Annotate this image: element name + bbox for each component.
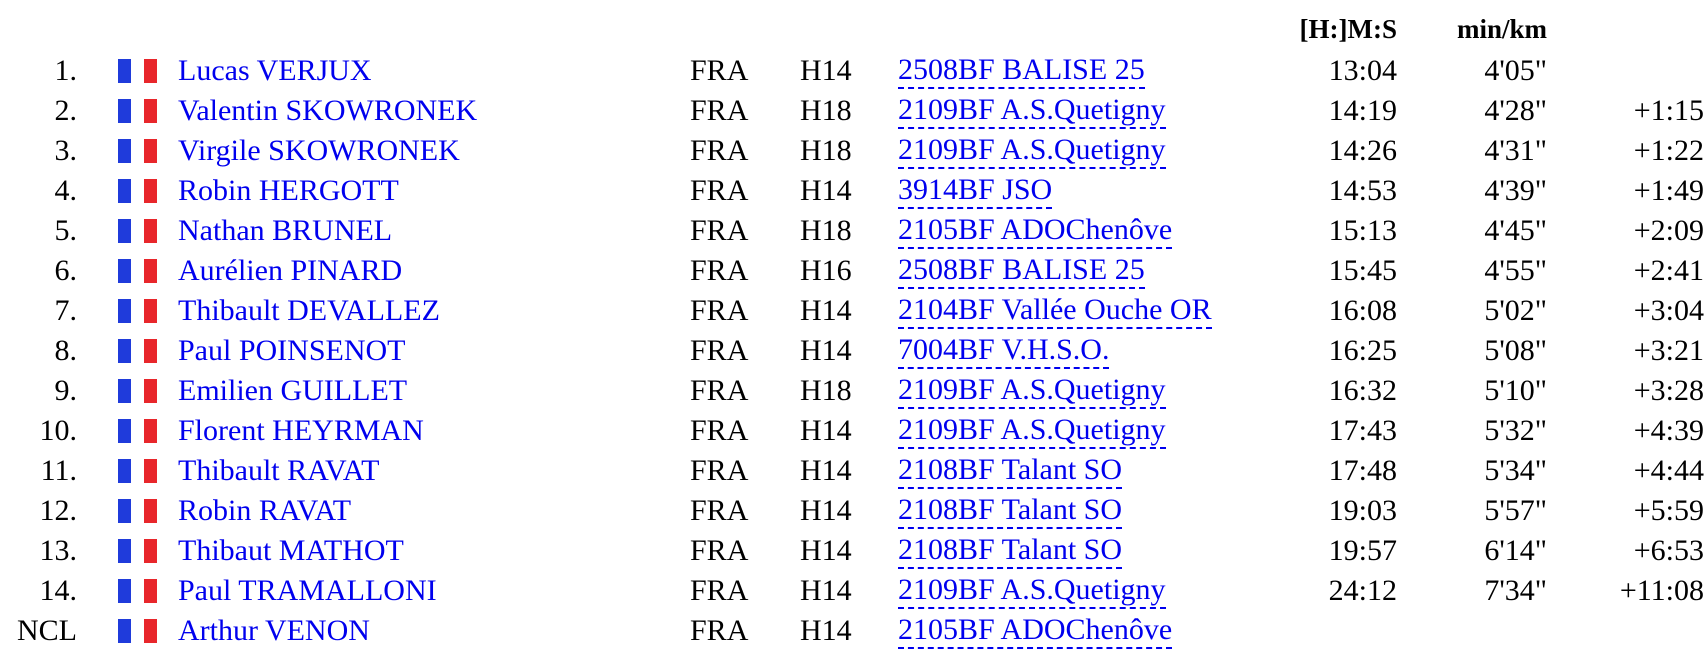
nationality: FRA	[690, 134, 749, 167]
club-link[interactable]: 2105BF ADOChenôve	[898, 612, 1172, 649]
category: H14	[800, 174, 852, 207]
pace: 4'39"	[1484, 174, 1547, 207]
result-row	[0, 412, 1708, 449]
time-behind: +4:44	[1633, 454, 1704, 487]
result-row	[0, 92, 1708, 129]
finish-time: 19:03	[1328, 494, 1397, 527]
result-row	[0, 332, 1708, 369]
category: H18	[800, 134, 852, 167]
result-row	[0, 452, 1708, 489]
time-behind: +1:15	[1633, 94, 1704, 127]
france-flag-icon	[118, 299, 158, 323]
time-behind: +3:04	[1633, 294, 1704, 327]
result-row	[0, 572, 1708, 609]
time-behind: +4:39	[1633, 414, 1704, 447]
rank: 12.	[39, 494, 77, 527]
finish-time: 16:25	[1328, 334, 1397, 367]
pace-column-header: min/km	[1456, 14, 1547, 44]
result-row	[0, 172, 1708, 209]
runner-name-link[interactable]: Florent HEYRMAN	[178, 414, 424, 447]
france-flag-icon	[118, 499, 158, 523]
rank: NCL	[17, 614, 77, 647]
category: H18	[800, 94, 852, 127]
runner-name-link[interactable]: Thibault DEVALLEZ	[178, 294, 440, 327]
nationality: FRA	[690, 454, 749, 487]
result-row	[0, 612, 1708, 649]
france-flag-icon	[118, 339, 158, 363]
pace: 7'34"	[1484, 574, 1547, 607]
pace: 5'10"	[1484, 374, 1547, 407]
rank: 1.	[54, 54, 77, 87]
runner-name-link[interactable]: Paul TRAMALLONI	[178, 574, 437, 607]
time-behind: +6:53	[1633, 534, 1704, 567]
time-behind: +1:22	[1633, 134, 1704, 167]
result-row	[0, 52, 1708, 89]
club-link[interactable]: 2109BF A.S.Quetigny	[898, 572, 1166, 609]
result-row	[0, 132, 1708, 169]
runner-name-link[interactable]: Robin HERGOTT	[178, 174, 399, 207]
result-row	[0, 252, 1708, 289]
rank: 3.	[54, 134, 77, 167]
rank: 7.	[54, 294, 77, 327]
finish-time: 24:12	[1328, 574, 1397, 607]
category: H18	[800, 374, 852, 407]
france-flag-icon	[118, 539, 158, 563]
rank: 8.	[54, 334, 77, 367]
nationality: FRA	[690, 254, 749, 287]
rank: 2.	[54, 94, 77, 127]
france-flag-icon	[118, 379, 158, 403]
finish-time: 14:19	[1328, 94, 1397, 127]
category: H14	[800, 454, 852, 487]
pace: 4'05"	[1484, 54, 1547, 87]
rank: 5.	[54, 214, 77, 247]
club-link[interactable]: 2508BF BALISE 25	[898, 252, 1145, 289]
france-flag-icon	[118, 59, 158, 83]
category: H14	[800, 334, 852, 367]
france-flag-icon	[118, 139, 158, 163]
france-flag-icon	[118, 579, 158, 603]
time-column-header: [H:]M:S	[1299, 14, 1397, 44]
nationality: FRA	[690, 534, 749, 567]
club-link[interactable]: 2109BF A.S.Quetigny	[898, 92, 1166, 129]
france-flag-icon	[118, 619, 158, 643]
category: H14	[800, 54, 852, 87]
runner-name-link[interactable]: Robin RAVAT	[178, 494, 352, 527]
time-behind: +3:28	[1633, 374, 1704, 407]
pace: 5'08"	[1484, 334, 1547, 367]
finish-time: 14:53	[1328, 174, 1397, 207]
pace: 5'57"	[1484, 494, 1547, 527]
nationality: FRA	[690, 414, 749, 447]
club-link[interactable]: 3914BF JSO	[898, 172, 1052, 209]
finish-time: 14:26	[1328, 134, 1397, 167]
category: H14	[800, 614, 852, 647]
rank: 6.	[54, 254, 77, 287]
club-link[interactable]: 2108BF Talant SO	[898, 452, 1122, 489]
time-behind: +1:49	[1633, 174, 1704, 207]
nationality: FRA	[690, 614, 749, 647]
rank: 4.	[54, 174, 77, 207]
france-flag-icon	[118, 459, 158, 483]
finish-time: 17:43	[1328, 414, 1397, 447]
pace: 5'34"	[1484, 454, 1547, 487]
pace: 6'14"	[1484, 534, 1547, 567]
finish-time: 19:57	[1328, 534, 1397, 567]
time-behind: +5:59	[1633, 494, 1704, 527]
category: H14	[800, 494, 852, 527]
category: H14	[800, 574, 852, 607]
time-behind: +11:08	[1619, 574, 1704, 607]
club-link[interactable]: 2108BF Talant SO	[898, 532, 1122, 569]
rank: 9.	[54, 374, 77, 407]
club-link[interactable]: 2108BF Talant SO	[898, 492, 1122, 529]
nationality: FRA	[690, 334, 749, 367]
runner-name-link[interactable]: Emilien GUILLET	[178, 374, 408, 407]
nationality: FRA	[690, 374, 749, 407]
runner-name-link[interactable]: Paul POINSENOT	[178, 334, 406, 367]
runner-name-link[interactable]: Thibault RAVAT	[178, 454, 380, 487]
pace: 4'28"	[1484, 94, 1547, 127]
result-row	[0, 292, 1708, 329]
france-flag-icon	[118, 419, 158, 443]
club-link[interactable]: 2508BF BALISE 25	[898, 52, 1145, 89]
pace: 4'45"	[1484, 214, 1547, 247]
club-link[interactable]: 7004BF V.H.S.O.	[898, 332, 1109, 369]
france-flag-icon	[118, 179, 158, 203]
category: H14	[800, 414, 852, 447]
pace: 5'02"	[1484, 294, 1547, 327]
finish-time: 16:32	[1328, 374, 1397, 407]
category: H14	[800, 294, 852, 327]
rank: 13.	[39, 534, 77, 567]
nationality: FRA	[690, 174, 749, 207]
club-link[interactable]: 2109BF A.S.Quetigny	[898, 412, 1166, 449]
france-flag-icon	[118, 259, 158, 283]
runner-name-link[interactable]: Virgile SKOWRONEK	[178, 134, 460, 167]
club-link[interactable]: 2104BF Vallée Ouche OR	[898, 292, 1212, 329]
category: H18	[800, 214, 852, 247]
finish-time: 15:13	[1328, 214, 1397, 247]
runner-name-link[interactable]: Lucas VERJUX	[178, 54, 372, 87]
finish-time: 15:45	[1328, 254, 1397, 287]
category: H16	[800, 254, 852, 287]
finish-time: 13:04	[1328, 54, 1397, 87]
runner-name-link[interactable]: Aurélien PINARD	[178, 254, 403, 287]
nationality: FRA	[690, 294, 749, 327]
rank: 14.	[39, 574, 77, 607]
result-row	[0, 212, 1708, 249]
nationality: FRA	[690, 214, 749, 247]
rank: 11.	[40, 454, 77, 487]
nationality: FRA	[690, 494, 749, 527]
club-link[interactable]: 2109BF A.S.Quetigny	[898, 132, 1166, 169]
runner-name-link[interactable]: Thibaut MATHOT	[178, 534, 404, 567]
france-flag-icon	[118, 219, 158, 243]
finish-time: 17:48	[1328, 454, 1397, 487]
pace: 4'31"	[1484, 134, 1547, 167]
result-row	[0, 492, 1708, 529]
finish-time: 16:08	[1328, 294, 1397, 327]
time-behind: +2:09	[1633, 214, 1704, 247]
result-row	[0, 532, 1708, 569]
club-link[interactable]: 2105BF ADOChenôve	[898, 212, 1172, 249]
club-link[interactable]: 2109BF A.S.Quetigny	[898, 372, 1166, 409]
category: H14	[800, 534, 852, 567]
pace: 5'32"	[1484, 414, 1547, 447]
runner-name-link[interactable]: Nathan BRUNEL	[178, 214, 393, 247]
time-behind: +3:21	[1633, 334, 1704, 367]
rank: 10.	[39, 414, 77, 447]
nationality: FRA	[690, 54, 749, 87]
pace: 4'55"	[1484, 254, 1547, 287]
runner-name-link[interactable]: Arthur VENON	[178, 614, 370, 647]
runner-name-link[interactable]: Valentin SKOWRONEK	[178, 94, 478, 127]
result-row	[0, 372, 1708, 409]
france-flag-icon	[118, 99, 158, 123]
nationality: FRA	[690, 94, 749, 127]
nationality: FRA	[690, 574, 749, 607]
time-behind: +2:41	[1633, 254, 1704, 287]
